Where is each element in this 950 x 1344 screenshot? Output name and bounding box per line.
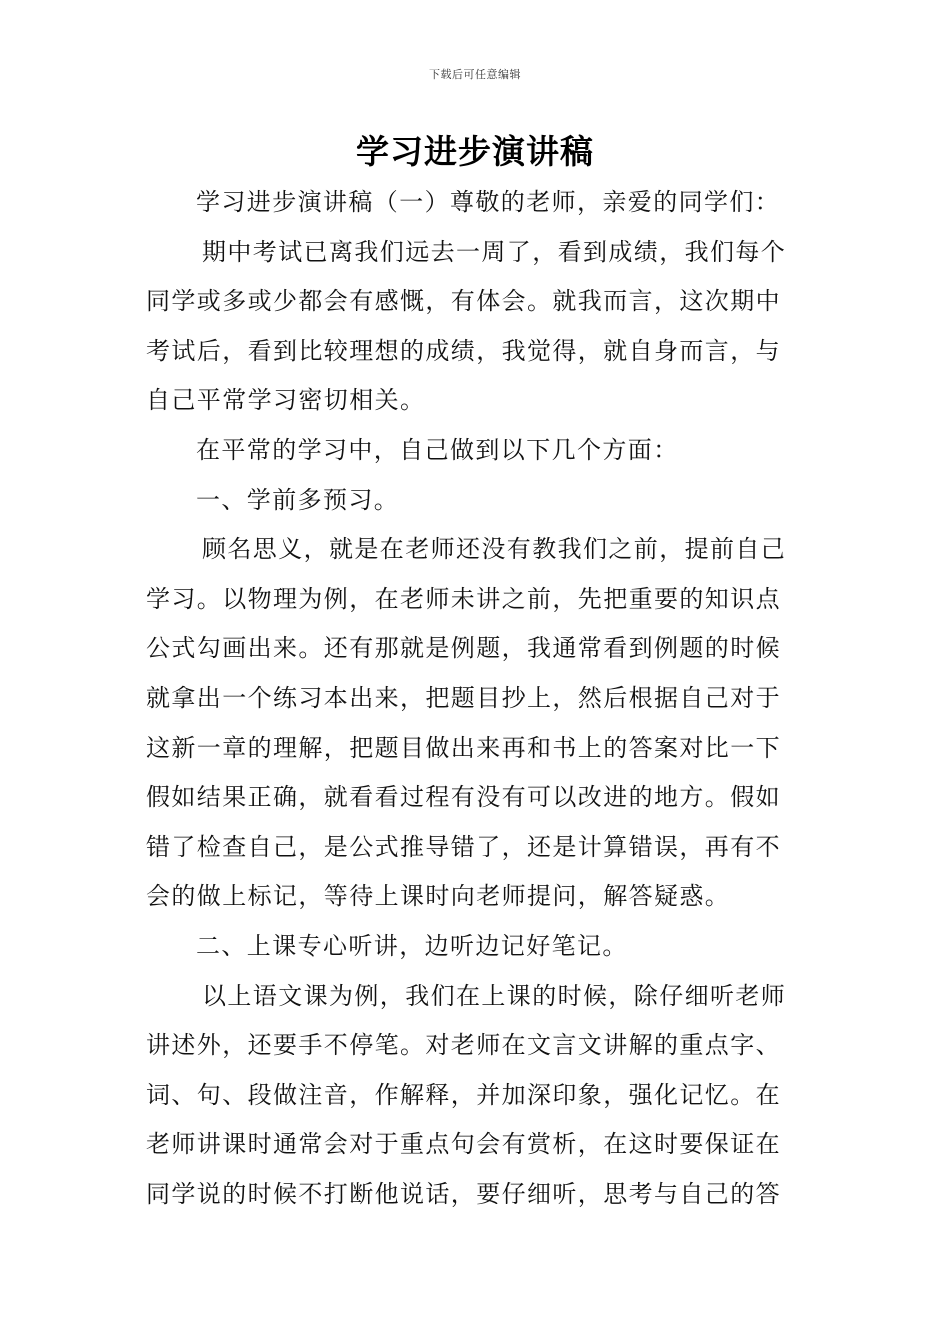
text-line: 同学说的时候不打断他说话，要仔细听，思考与自己的答 (146, 1179, 781, 1208)
text-line: 会的做上标记，等待上课时向老师提问，解答疑惑。 (146, 882, 731, 911)
text-line: 期中考试已离我们远去一周了，看到成绩，我们每个 (202, 237, 787, 266)
text-line: 公式勾画出来。还有那就是例题，我通常看到例题的时候 (146, 634, 781, 663)
text-line: 考试后，看到比较理想的成绩，我觉得，就自身而言，与 (146, 336, 781, 365)
text-line: 自己平常学习密切相关。 (146, 386, 426, 415)
text-line: 讲述外，还要手不停笔。对老师在文言文讲解的重点字、 (146, 1031, 781, 1060)
text-line: 一、学前多预习。 (196, 485, 400, 514)
document-body (146, 178, 810, 1219)
text-line: 错了检查自己，是公式推导错了，还是计算错误，再有不 (146, 832, 781, 861)
text-line: 老师讲课时通常会对于重点句会有赏析，在这时要保证在 (146, 1130, 781, 1159)
text-line: 顾名思义，就是在老师还没有教我们之前，提前自己 (202, 535, 787, 564)
text-line: 这新一章的理解，把题目做出来再和书上的答案对比一下 (146, 733, 781, 762)
text-line: 学习。以物理为例，在老师未讲之前，先把重要的知识点 (146, 584, 781, 613)
text-line: 就拿出一个练习本出来，把题目抄上，然后根据自己对于 (146, 683, 781, 712)
text-line: 假如结果正确，就看看过程有没有可以改进的地方。假如 (146, 783, 781, 812)
document-title: 学习进步演讲稿 (356, 132, 594, 171)
text-line: 以上语文课为例，我们在上课的时候，除仔细听老师 (202, 981, 787, 1010)
header-note: 下载后可任意编辑 (429, 68, 521, 81)
text-line: 同学或多或少都会有感慨，有体会。就我而言，这次期中 (146, 287, 781, 316)
text-line: 二、上课专心听讲，边听边记好笔记。 (196, 931, 628, 960)
text-line: 学习进步演讲稿（一）尊敬的老师，亲爱的同学们： (196, 188, 781, 216)
text-line: 词、句、段做注音，作解释，并加深印象，强化记忆。在 (146, 1080, 781, 1109)
text-line: 在平常的学习中，自己做到以下几个方面： (196, 435, 679, 464)
